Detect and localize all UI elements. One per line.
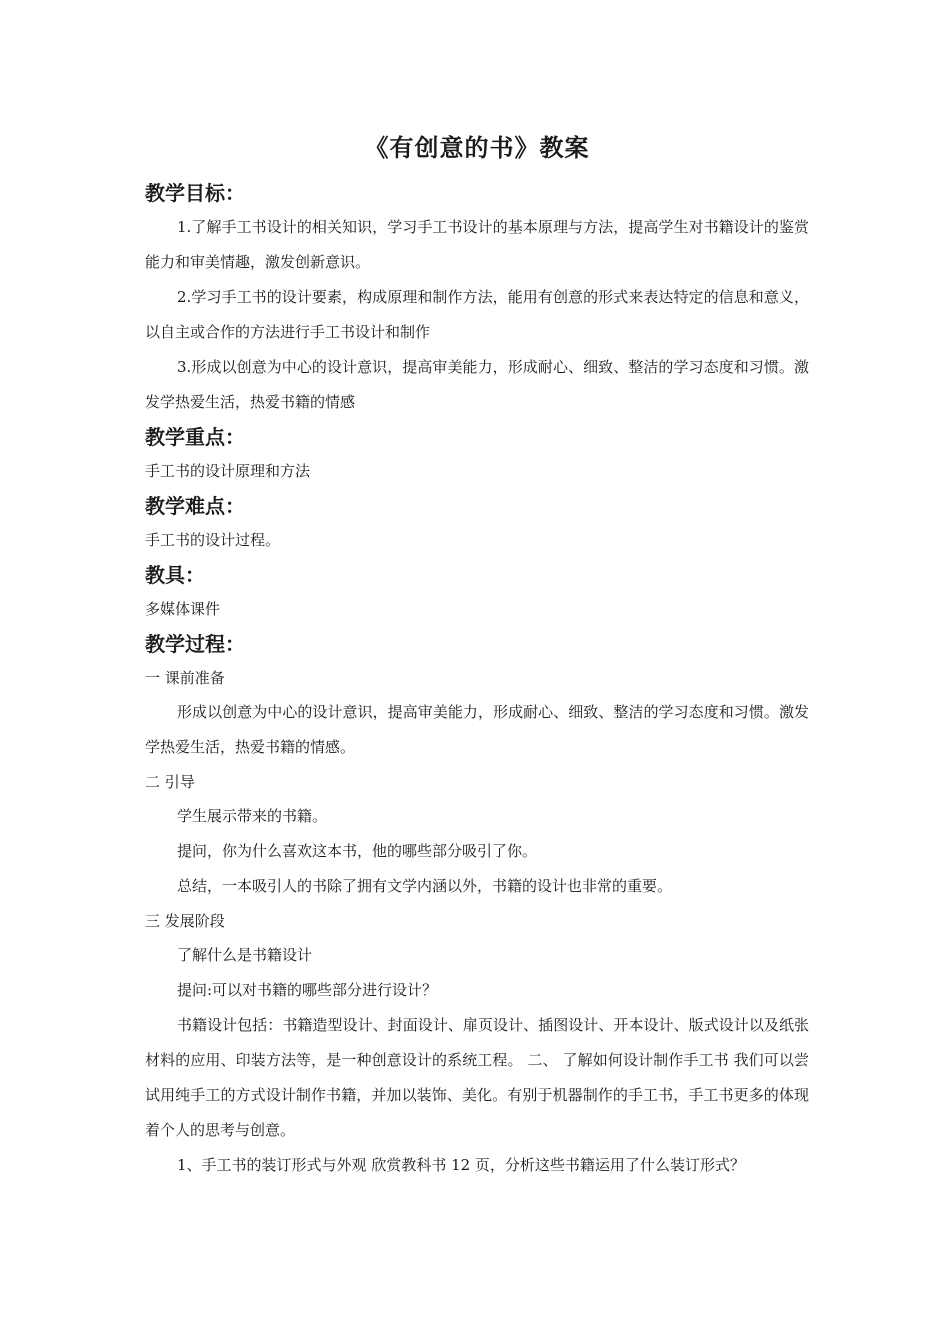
objective-item-2: 2.学习手工书的设计要素，构成原理和制作方法，能用有创意的形式来表达特定的信息和意义，以自主或合作的方法进行手工书设计和制作	[145, 288, 809, 341]
difficulties-heading: 教学难点：	[145, 494, 245, 518]
process-step-2-line-1: 学生展示带来的书籍。	[177, 807, 328, 825]
tools-heading: 教具：	[145, 563, 205, 587]
process-step-3-line-3: 书籍设计包括：书籍造型设计、封面设计、扉页设计、插图设计、开本设计、版式设计以及纸张材料的应用、印装方法等，是一种创意设计的系统工程。 二、 了解如何设计制作手工书 我们可以尝试用纯手工的方式设计制作书籍，并加以装饰、美化。有别于机器制作的手工书，手工书更多的体现着个人的思考与创意。	[145, 1016, 809, 1139]
process-step-3-line-1: 了解什么是书籍设计	[177, 946, 313, 964]
key-points-text: 手工书的设计原理和方法	[145, 462, 311, 480]
document-page	[145, 126, 809, 1183]
process-step-3-line-4: 1、手工书的装订形式与外观 欣赏教科书 12 页，分析这些书籍运用了什么装订形式？	[177, 1156, 745, 1174]
process-step-2-line-3: 总结，一本吸引人的书除了拥有文学内涵以外，书籍的设计也非常的重要。	[177, 877, 673, 895]
difficulties-text: 手工书的设计过程。	[145, 531, 281, 549]
objective-item-1: 1.了解手工书设计的相关知识，学习手工书设计的基本原理与方法，提高学生对书籍设计的鉴赏能力和审美情趣，激发创新意识。	[145, 218, 809, 271]
process-step-1-text: 形成以创意为中心的设计意识，提高审美能力，形成耐心、细致、整洁的学习态度和习惯。激发学热爱生活，热爱书籍的情感。	[145, 703, 809, 756]
process-step-1-label: 一 课前准备	[145, 669, 225, 687]
objective-item-3: 3.形成以创意为中心的设计意识，提高审美能力，形成耐心、细致、整洁的学习态度和习惯。激发学热爱生活，热爱书籍的情感	[145, 358, 809, 411]
objectives-heading: 教学目标：	[145, 181, 245, 205]
document-title: 《有创意的书》教案	[364, 134, 590, 162]
process-step-3-line-2: 提问:可以对书籍的哪些部分进行设计？	[177, 981, 438, 999]
process-heading: 教学过程：	[145, 632, 245, 656]
process-step-3-label: 三 发展阶段	[145, 912, 225, 930]
key-points-heading: 教学重点：	[145, 425, 245, 449]
tools-text: 多媒体课件	[145, 600, 221, 618]
process-step-2-line-2: 提问，你为什么喜欢这本书，他的哪些部分吸引了你。	[177, 842, 538, 860]
process-step-2-label: 二 引导	[145, 773, 195, 791]
